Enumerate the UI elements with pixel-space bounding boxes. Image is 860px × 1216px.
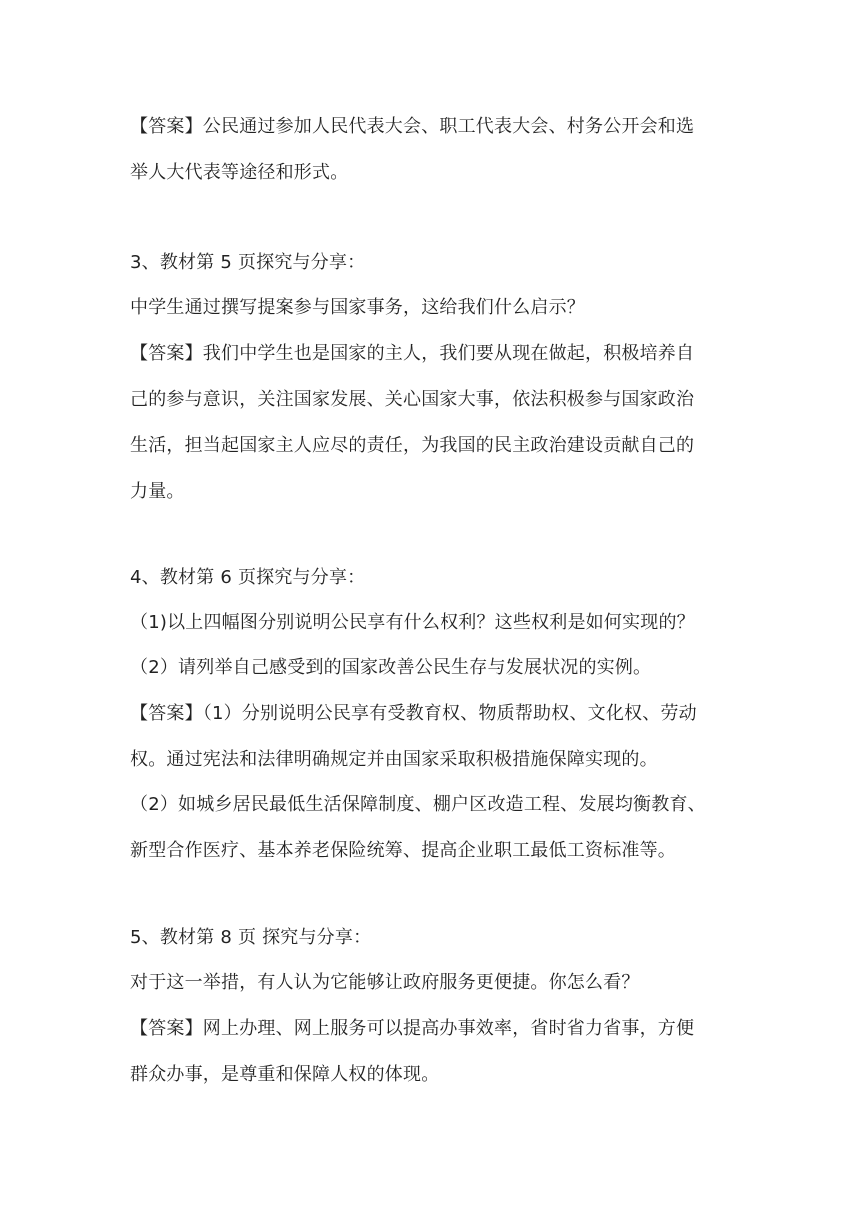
answer-line: 群众办事，是尊重和保障人权的体现。 [130, 1064, 440, 1085]
question-line: （2）请列举自己感受到的国家改善公民生存与发展状况的实例。 [130, 657, 652, 678]
section-heading: 5、教材第 8 页 探究与分享： [130, 927, 372, 948]
section-heading: 4、教材第 6 页探究与分享： [130, 567, 366, 588]
answer-line: 力量。 [130, 481, 185, 502]
answer-line: 【答案】网上办理、网上服务可以提高办事效率，省时省力省事，方便 [130, 1018, 695, 1039]
answer-line: 己的参与意识，关注国家发展、关心国家大事，依法积极参与国家政治 [130, 389, 695, 410]
answer-line: （2）如城乡居民最低生活保障制度、棚户区改造工程、发展均衡教育、 [130, 794, 706, 815]
answer-line: 生活，担当起国家主人应尽的责任，为我国的民主政治建设贡献自己的 [130, 435, 695, 456]
answer-line: 【答案】我们中学生也是国家的主人，我们要从现在做起，积极培养自 [130, 343, 695, 364]
section-heading: 3、教材第 5 页探究与分享： [130, 252, 366, 273]
answer-line: 权。通过宪法和法律明确规定并由国家采取积极措施保障实现的。 [130, 749, 658, 770]
question-line: （1)以上四幅图分别说明公民享有什么权利？这些权利是如何实现的？ [130, 612, 695, 633]
answer-line: 新型合作医疗、基本养老保险统筹、提高企业职工最低工资标准等。 [130, 840, 676, 861]
question-line: 中学生通过撰写提案参与国家事务，这给我们什么启示？ [130, 297, 585, 318]
answer-line: 【答案】公民通过参加人民代表大会、职工代表大会、村务公开会和选 [130, 116, 695, 137]
answer-line: 【答案】（1）分别说明公民享有受教育权、物质帮助权、文化权、劳动 [130, 703, 697, 724]
answer-line: 举人大代表等途径和形式。 [130, 162, 349, 183]
question-line: 对于这一举措，有人认为它能够让政府服务更便捷。你怎么看？ [130, 972, 640, 993]
